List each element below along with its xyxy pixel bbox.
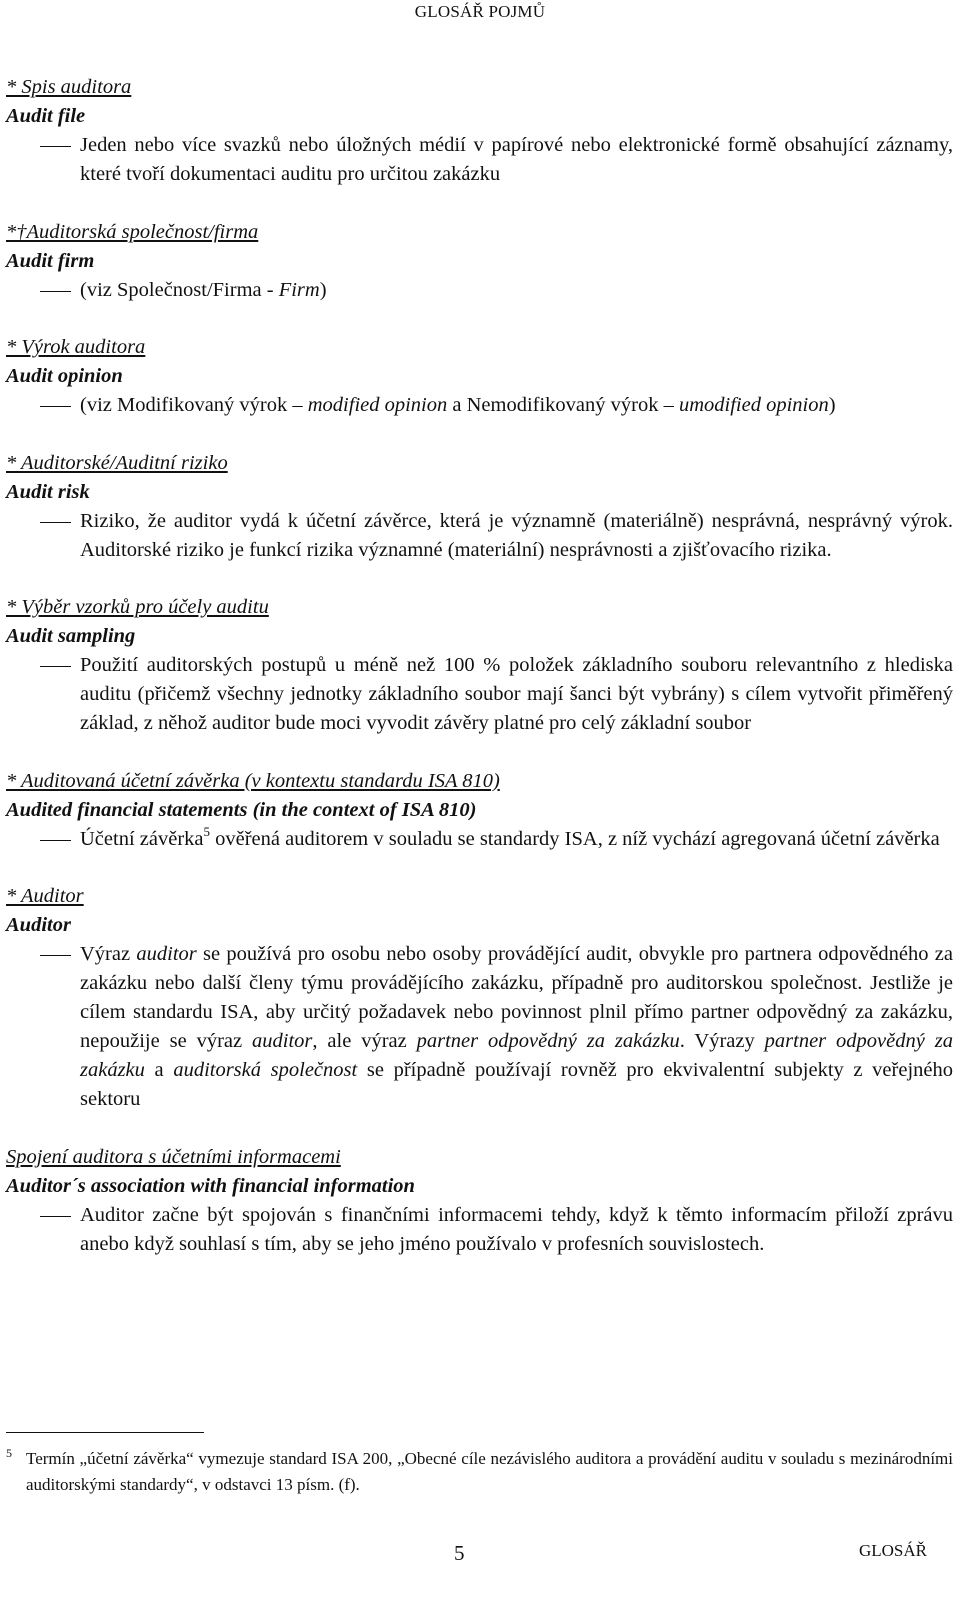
english-term: Audit file [6,105,86,127]
definition-dash [40,1216,71,1217]
czech-term: * Auditorské/Auditní riziko [6,451,228,474]
definition [6,825,953,854]
english-term: Audit firm [6,249,95,272]
definition-dash [40,840,71,841]
definition-text: Účetní závěrka [80,827,204,850]
definition-text: partner odpovědný za zakázku [80,1030,953,1081]
definition-text: (viz Společnost/Firma - [80,278,279,301]
definition-text: a Nemodifikovaný výrok – [447,394,679,416]
czech-term: Spojení auditora s účetními informacemi [6,1145,341,1168]
glossary-entry [6,882,953,1114]
definition-text: modified opinion [307,394,448,416]
glossary-entry [6,218,953,305]
definition-text: se používá pro osobu nebo osoby provádějící audit, obvykle pro partnera odpovědného za zakázku nebo další členy týmu provádějícího zakázku, případně pro auditorskou společnost. Jestliže je cílem standardu ISA, aby určitý požadavek nebo povinnost plnil přímo partner odpovědný za zakázku, nepoužije se výraz [80,943,953,1052]
definition-text: auditor [136,943,197,965]
glossary-entry [6,1143,953,1259]
english-term: Audited financial statements (in the context of ISA 810) [6,798,477,821]
czech-term: *†Auditorská společnost/firma [6,220,259,243]
glossary-entry [6,449,953,565]
definition [6,507,953,565]
english-term: Auditor´s association with financial information [6,1174,415,1197]
footnote-reference: 5 [203,823,210,839]
definition-text: Jeden nebo více svazků nebo úložných médií v papírové nebo elektronické formě obsahující záznamy, které tvoří dokumentaci auditu pro určitou zakázku [80,134,953,185]
definition-text: Auditor začne být spojován s finančními informacemi tehdy, když k těmto informacím přiloží zprávu anebo když souhlasí s tím, aby se jeho jméno používalo v profesních souvislostech. [80,1203,953,1255]
english-term: Audit sampling [6,625,136,647]
page-number: 5 [454,1541,465,1565]
definition [6,276,953,305]
definition [6,651,953,738]
footnote [6,1446,953,1498]
definition-text: Firm [278,278,320,301]
glossary-entry [6,73,953,189]
page-header-title: GLOSÁŘ POJMŮ [414,2,546,21]
glossary-entry [6,333,953,420]
czech-term: * Výrok auditora [6,336,146,358]
definition-text: se případně používají rovněž pro ekvivalentní subjekty z veřejného sektoru [80,1059,953,1110]
definition-text: partner odpovědný za zakázku [416,1030,680,1052]
definition-text: Použití auditorských postupů u méně než 100 % položek základního souboru relevantního z hlediska auditu (přičemž všechny jednotky základního soubor mají šanci být vybrány) s cílem vytvořit přiměřený základ, z něhož auditor bude moci vyvodit závěry platné pro celý základní soubor [80,654,953,734]
definition-text: Výraz [80,943,137,965]
footnote-text: Termín „účetní závěrka“ vymezuje standard ISA 200, „Obecné cíle nezávislého auditora a provádění auditu v souladu s mezinárodními auditorskými standardy“, v odstavci 13 písm. (f). [26,1449,953,1494]
definition-text: ) [319,278,327,301]
definition-text: umodified opinion [678,394,829,416]
definition-text: auditor [252,1030,313,1052]
czech-term: * Spis auditora [6,76,132,98]
definition-dash [40,406,71,407]
definition-text: a [144,1059,174,1081]
czech-term: * Auditovaná účetní závěrka (v kontextu standardu ISA 810) [6,769,500,792]
definition-dash [40,291,71,292]
definition-dash [40,146,71,147]
definition-dash [40,522,71,523]
glossary-entries [6,73,953,1287]
glossary-entry [6,767,953,854]
glossary-entry [6,593,953,738]
definition [6,391,953,420]
english-term: Auditor [6,914,71,936]
english-term: Audit risk [6,480,90,503]
definition-text: auditorská společnost [173,1059,358,1081]
footnote-number: 5 [6,1446,12,1460]
definition-text: ) [828,394,836,416]
czech-term: * Auditor [6,885,84,907]
definition [6,940,953,1114]
definition-dash [40,955,71,956]
definition-text: Riziko, že auditor vydá k účetní závěrce, která je významně (materiálně) nesprávná, nesprávný výrok. Auditorské riziko je funkcí rizika významné (materiální) nesprávnosti a zjišťovacího rizika. [80,509,953,561]
definition-text: ověřená auditorem v souladu se standardy ISA, z níž vychází agregovaná účetní závěrka [210,827,940,850]
czech-term: * Výběr vzorků pro účely auditu [6,596,269,618]
footnote-separator [6,1432,204,1433]
definition [6,131,953,189]
definition-dash [40,666,71,667]
definition-text: (viz Modifikovaný výrok – [80,394,308,416]
english-term: Audit opinion [6,365,123,387]
definition [6,1201,953,1259]
footer-label: GLOSÁŘ [858,1541,927,1560]
definition-text: , ale výraz [312,1030,417,1052]
definition-text: . Výrazy [679,1030,765,1052]
